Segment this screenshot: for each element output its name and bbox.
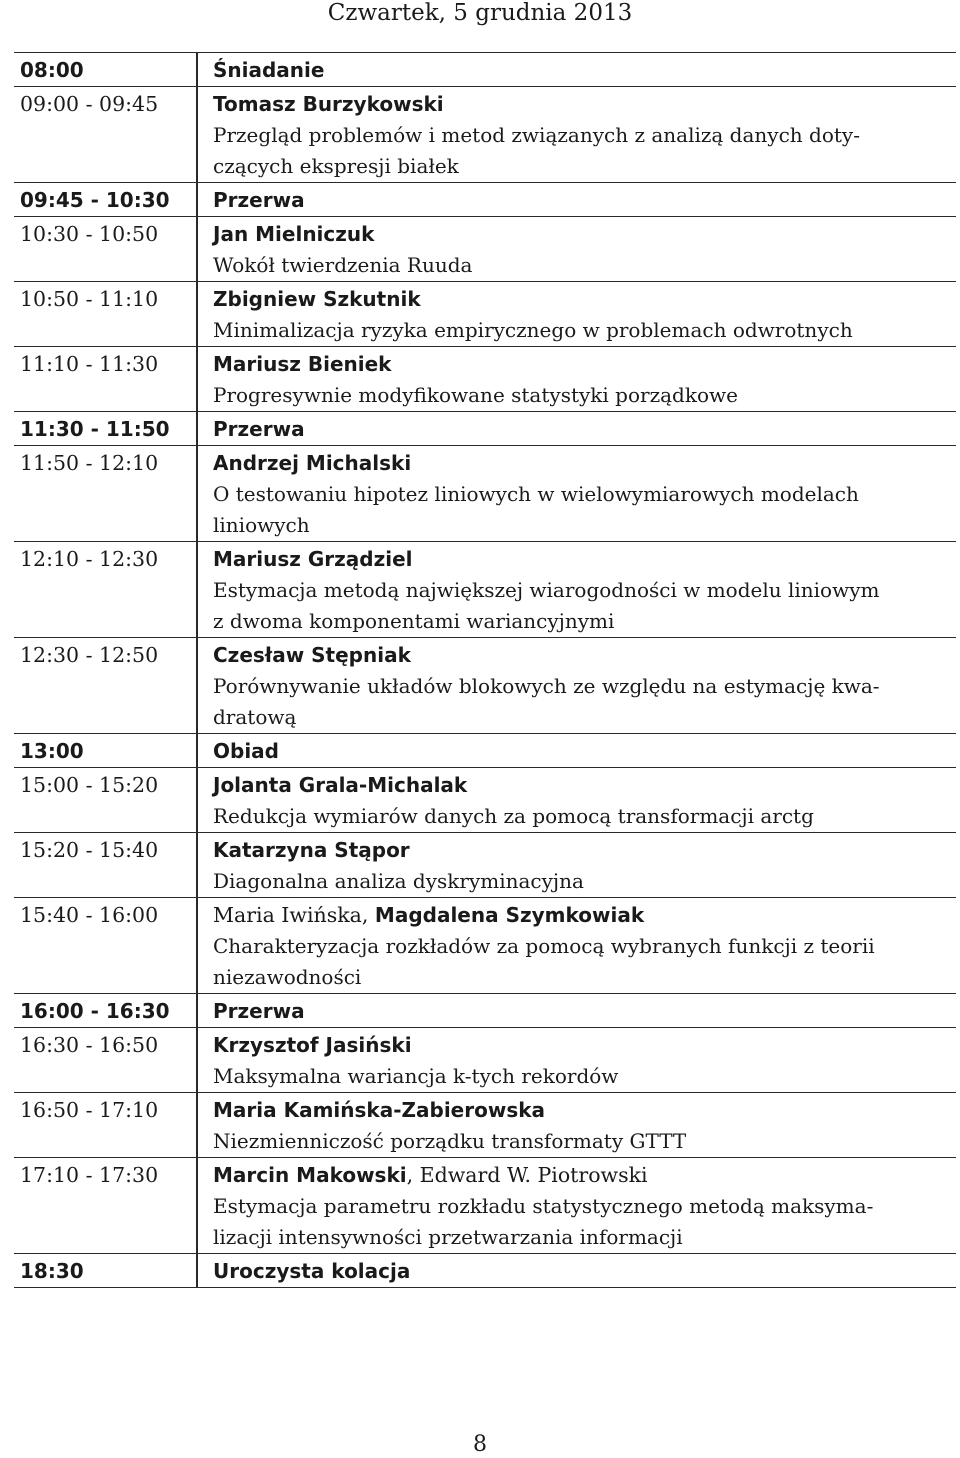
talk-title-line: Redukcja wymiarów danych za pomocą transformacji arctg	[213, 804, 814, 828]
session-speaker	[213, 996, 946, 1027]
speaker-name-bold: Jan Mielniczuk	[213, 222, 375, 246]
talk-title-line: liniowych	[213, 513, 310, 537]
session-speaker	[213, 185, 946, 216]
talk-title-line: Estymacja metodą największej wiarogodności w modelu liniowym	[213, 578, 880, 602]
session-time: 11:50 - 12:10	[14, 446, 198, 541]
session-content	[198, 542, 956, 637]
session-content	[198, 87, 956, 182]
speaker-name: , Edward W. Piotrowski	[406, 1163, 648, 1187]
session-time: 17:10 - 17:30	[14, 1158, 198, 1253]
speaker-name-bold: Tomasz Burzykowski	[213, 92, 444, 116]
session-time: 09:45 - 10:30	[14, 183, 198, 216]
session-speaker	[213, 284, 946, 315]
speaker-name-bold: Obiad	[213, 739, 279, 763]
schedule-row	[14, 833, 956, 898]
talk-title-line: czących ekspresji białek	[213, 154, 459, 178]
talk-title-line: Niezmienniczość porządku transformaty GTTT	[213, 1129, 687, 1153]
session-content	[198, 1254, 956, 1287]
session-speaker	[213, 89, 946, 120]
session-speaker	[213, 1160, 946, 1191]
session-time: 09:00 - 09:45	[14, 87, 198, 182]
session-time: 18:30	[14, 1254, 198, 1287]
talk-title-line: O testowaniu hipotez liniowych w wielowymiarowych modelach	[213, 482, 859, 506]
session-content	[198, 282, 956, 346]
schedule-row	[14, 412, 956, 446]
talk-title-line: Charakteryzacja rozkładów za pomocą wybranych funkcji z teorii	[213, 934, 875, 958]
speaker-name-bold: Przerwa	[213, 999, 305, 1023]
schedule-row	[14, 217, 956, 282]
speaker-name-bold: Maria Kamińska-Zabierowska	[213, 1098, 546, 1122]
session-time: 08:00	[14, 53, 198, 86]
speaker-name-bold: Zbigniew Szkutnik	[213, 287, 421, 311]
session-content	[198, 412, 956, 445]
talk-title-line: Minimalizacja ryzyka empirycznego w problemach odwrotnych	[213, 318, 853, 342]
session-content	[198, 53, 956, 86]
session-content	[198, 183, 956, 216]
speaker-name-bold: Krzysztof Jasiński	[213, 1033, 412, 1057]
session-content	[198, 446, 956, 541]
session-time: 16:50 - 17:10	[14, 1093, 198, 1157]
speaker-name-bold: Katarzyna Stąpor	[213, 838, 410, 862]
session-speaker	[213, 1095, 946, 1126]
schedule-row	[14, 734, 956, 768]
session-speaker	[213, 544, 946, 575]
session-content	[198, 217, 956, 281]
page-number: 8	[473, 1432, 487, 1457]
schedule-row	[14, 1158, 956, 1254]
session-time: 11:10 - 11:30	[14, 347, 198, 411]
session-content	[198, 734, 956, 767]
talk-title-line: Maksymalna wariancja k-tych rekordów	[213, 1064, 619, 1088]
schedule-row	[14, 994, 956, 1028]
talk-title-line: niezawodności	[213, 965, 362, 989]
session-time: 16:00 - 16:30	[14, 994, 198, 1027]
session-content	[198, 638, 956, 733]
talk-title-line: Porównywanie układów blokowych ze względu na estymację kwa-	[213, 674, 880, 698]
talk-title-line: Estymacja parametru rozkładu statystycznego metodą maksyma-	[213, 1194, 874, 1218]
schedule-table	[14, 52, 956, 1288]
session-speaker	[213, 640, 946, 671]
session-speaker	[213, 414, 946, 445]
talk-title-line: dratową	[213, 705, 297, 729]
session-content	[198, 833, 956, 897]
speaker-name-bold: Mariusz Bieniek	[213, 352, 392, 376]
session-time: 15:00 - 15:20	[14, 768, 198, 832]
schedule-row	[14, 446, 956, 542]
session-speaker	[213, 736, 946, 767]
session-time: 12:30 - 12:50	[14, 638, 198, 733]
session-content	[198, 1028, 956, 1092]
session-time: 10:30 - 10:50	[14, 217, 198, 281]
session-time: 15:40 - 16:00	[14, 898, 198, 993]
schedule-row	[14, 542, 956, 638]
talk-title-line: Diagonalna analiza dyskryminacyjna	[213, 869, 584, 893]
speaker-name-bold: Mariusz Grządziel	[213, 547, 413, 571]
session-time: 11:30 - 11:50	[14, 412, 198, 445]
session-speaker	[213, 770, 946, 801]
schedule-row	[14, 638, 956, 734]
session-time: 13:00	[14, 734, 198, 767]
session-speaker	[213, 448, 946, 479]
schedule-row	[14, 183, 956, 217]
talk-title-line: Wokół twierdzenia Ruuda	[213, 253, 473, 277]
talk-title-line: Przegląd problemów i metod związanych z analizą danych doty-	[213, 123, 860, 147]
session-speaker	[213, 835, 946, 866]
speaker-name-bold: Magdalena Szymkowiak	[374, 903, 645, 927]
session-speaker	[213, 55, 946, 86]
schedule-row	[14, 52, 956, 87]
speaker-name-bold: Jolanta Grala-Michalak	[213, 773, 468, 797]
session-time: 15:20 - 15:40	[14, 833, 198, 897]
speaker-name-bold: Uroczysta kolacja	[213, 1259, 411, 1283]
page-title: Czwartek, 5 grudnia 2013	[327, 0, 633, 26]
session-content	[198, 1093, 956, 1157]
session-speaker	[213, 900, 946, 931]
schedule-row	[14, 1093, 956, 1158]
session-time: 12:10 - 12:30	[14, 542, 198, 637]
talk-title-line: lizacji intensywności przetwarzania informacji	[213, 1225, 683, 1249]
session-time: 16:30 - 16:50	[14, 1028, 198, 1092]
speaker-name-bold: Czesław Stępniak	[213, 643, 411, 667]
schedule-row	[14, 1254, 956, 1288]
speaker-name: Maria Iwińska,	[213, 903, 375, 927]
schedule-row	[14, 768, 956, 833]
speaker-name-bold: Przerwa	[213, 188, 305, 212]
session-speaker	[213, 219, 946, 250]
schedule-row	[14, 347, 956, 412]
schedule-row	[14, 282, 956, 347]
session-content	[198, 1158, 956, 1253]
session-content	[198, 898, 956, 993]
session-content	[198, 347, 956, 411]
session-speaker	[213, 1030, 946, 1061]
session-time: 10:50 - 11:10	[14, 282, 198, 346]
schedule-row	[14, 87, 956, 183]
talk-title-line: z dwoma komponentami wariancyjnymi	[213, 609, 615, 633]
session-content	[198, 768, 956, 832]
session-speaker	[213, 1256, 946, 1287]
schedule-row	[14, 898, 956, 994]
session-speaker	[213, 349, 946, 380]
speaker-name-bold: Śniadanie	[213, 58, 325, 82]
session-content	[198, 994, 956, 1027]
talk-title-line: Progresywnie modyfikowane statystyki porządkowe	[213, 383, 738, 407]
speaker-name-bold: Przerwa	[213, 417, 305, 441]
schedule-row	[14, 1028, 956, 1093]
speaker-name-bold: Andrzej Michalski	[213, 451, 412, 475]
speaker-name-bold: Marcin Makowski	[213, 1163, 407, 1187]
